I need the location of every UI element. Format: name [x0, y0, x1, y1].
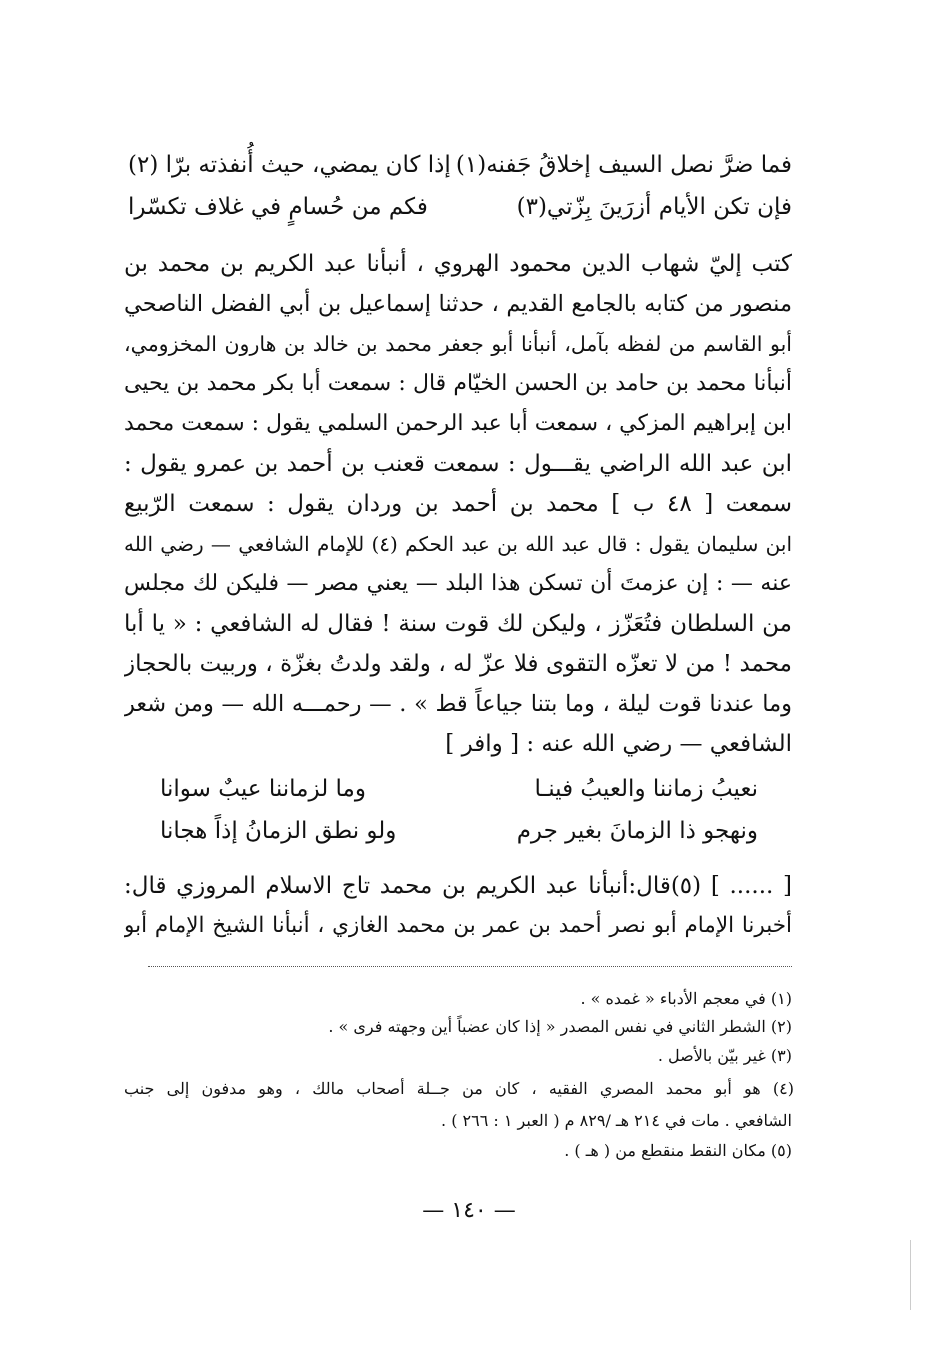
text-line: كتب إليّ شهاب الدين محمود الهروي ، أنبأنا عبد الكريم بن محمد بن — [124, 251, 792, 277]
footnote-4: (٤) هو أبو محمد المصري الفقيه ، كان من جــلة أصحاب مالك ، وهو مدفون إلى جنب — [124, 1079, 794, 1098]
footnote-5: (٥) مكان النقط منقطع من ( هـ ) . — [564, 1141, 792, 1160]
verse-4-first-hemistich: ونهجو ذا الزمانَ بغير جرم — [516, 818, 758, 844]
verse-3-first-hemistich: نعيبُ زماننا والعيبُ فينـا — [534, 776, 758, 802]
footnote-4-continued: الشافعي . مات في ٢١٤ هـ /٨٢٩ م ( العبر ١ : ٢٦٦ ) . — [441, 1111, 792, 1130]
footnote-3: (٣) غير بيّن بالأصل . — [657, 1046, 792, 1065]
verse-1-second-hemistich: إذا كان يمضي، حيث أُنفذته برّا (٢) — [128, 152, 451, 178]
verse-2-first-hemistich: فإن تكن الأيام أزرَينَ بِزّتي(٣) — [516, 194, 792, 220]
text-line: ابن إبراهيم المزكي ، سمعت أبا عبد الرحمن السلمي يقول : سمعت محمد — [124, 411, 792, 436]
text-line: عنه — : إن عزمتَ أن تسكن هذا البلد — يعني مصر — فليكن لك مجلس — [124, 571, 792, 596]
text-line: منصور من كتابه بالجامع القديم ، حدثنا إسماعيل بن أبي الفضل الناصحي — [124, 291, 792, 317]
footnote-2: (٢) الشطر الثاني في نفس المصدر « إذا كان عضباً أين وجهته فرى » . — [328, 1017, 792, 1036]
text-line: سمعت [ ٤٨ ب ] محمد بن أحمد بن وردان يقول : سمعت الرّبيع — [124, 491, 792, 517]
page-number: — ١٤٠ — — [422, 1198, 516, 1223]
text-line: ابن سليمان يقول : قال عبد الله بن عبد الحكم (٤) للإمام الشافعي — رضي الله — [124, 532, 792, 556]
scan-edge-mark — [910, 1240, 911, 1310]
verse-2-second-hemistich: فكم من حُسامٍ في غلاف تكسّرا — [128, 194, 428, 220]
footnote-1: (١) في معجم الأدباء « غمده » . — [580, 989, 792, 1008]
text-line-last: الشافعي — رضي الله عنه : [ وافر ] — [445, 731, 792, 757]
text-line: محمد ! من لا تعزّه التقوى فلا عزّ له ، ولقد ولدتُ بغزّة ، وربيت بالحجاز — [124, 651, 792, 677]
verse-3-second-hemistich: وما لزماننا عيبٌ سوانا — [160, 776, 366, 802]
text-line: [ ...... ] (٥)قال:أنبأنا عبد الكريم بن محمد تاج الاسلام المروزي قال: — [124, 873, 792, 899]
verse-1-first-hemistich: فما ضرَّ نصل السيف إخلاقُ جَفنه(١) — [455, 152, 792, 178]
text-line: وما عندنا قوت ليلة ، وما بتنا جياعاً قط » . — رحمـــه الله — ومن شعر — [124, 691, 792, 717]
text-line: أخبرنا الإمام أبو نصر أحمد بن عمر بن محمد الغازي ، أنبأنا الشيخ الإمام أبو — [124, 913, 792, 938]
verse-4-second-hemistich: ولو نطق الزمانُ إذاً هجانا — [160, 818, 397, 844]
text-line: ابن عبد الله الراضي يقـــول : سمعت قعنب بن أحمد بن عمرو يقول : — [124, 451, 792, 477]
text-line: أبو القاسم من لفظه بآمل، أنبأنا أبو جعفر محمد بن خالد بن هارون المخزومي، — [124, 332, 792, 356]
footnote-separator — [148, 966, 792, 967]
text-line: أنبأنا محمد بن حامد بن الحسن الخيّام قال : سمعت أبا بكر محمد بن يحيى — [124, 371, 792, 396]
text-line: من السلطان فتُعَزّز ، وليكن لك قوت سنة ! فقال له الشافعي : « يا أبا — [124, 611, 792, 637]
